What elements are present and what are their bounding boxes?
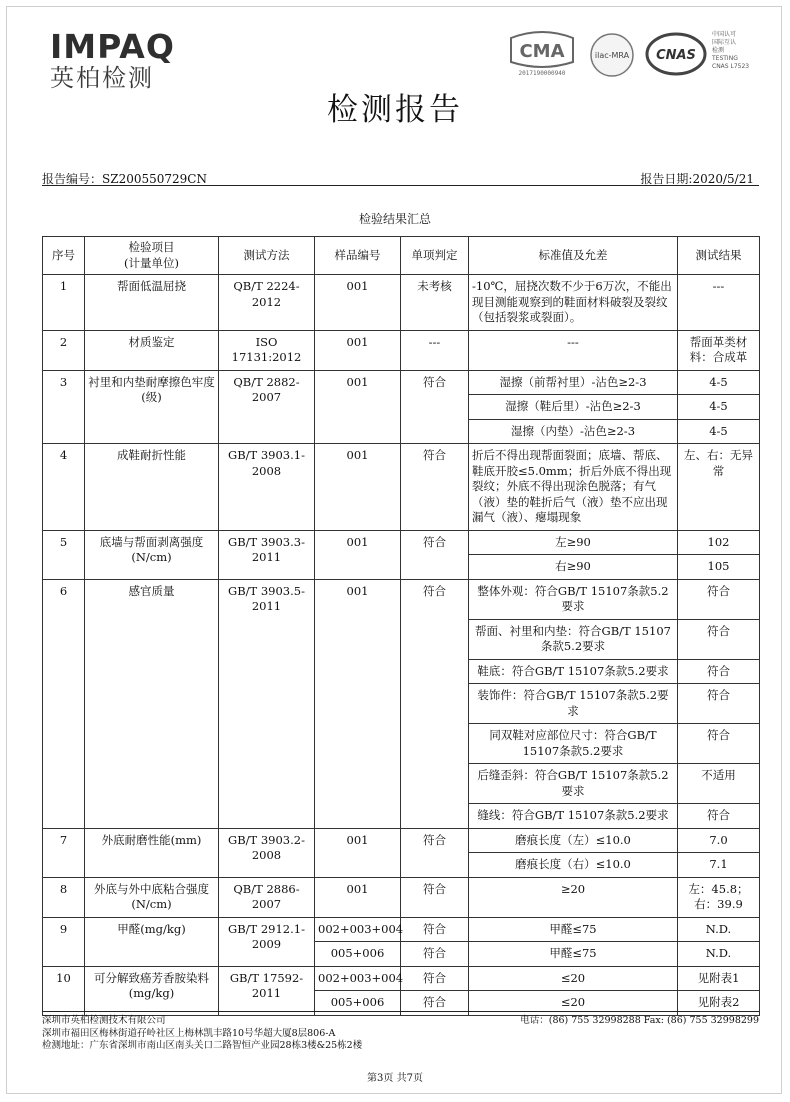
item-verdict: 符合 [401,579,469,828]
sample-id: 001 [315,330,401,370]
standard-value: 后缝歪斜：符合GB/T 15107条款5.2要求 [469,764,678,804]
test-result: 7.1 [678,853,760,878]
logo-wordmark: IMPAQ [50,27,175,66]
test-result: 105 [678,555,760,580]
test-result: 左、右：无异常 [678,444,760,531]
test-item: 外底与外中底粘合强度(N/cm) [85,877,219,917]
test-result: 见附表2 [678,991,760,1016]
svg-text:CMA: CMA [519,41,565,62]
logo-chinese-name: 英柏检测 [50,64,154,92]
row-number: 4 [43,444,85,531]
sample-id: 005+006 [315,991,401,1016]
standard-value: 左≥90 [469,530,678,555]
table-row [43,828,760,853]
test-method: QB/T 2886-2007 [219,877,315,917]
table-row [43,917,760,942]
test-result: 不适用 [678,764,760,804]
test-item: 材质鉴定 [85,330,219,370]
report-number-value: SZ200550729CN [102,172,207,186]
standard-value: ≤20 [469,966,678,991]
ilac-mra-seal [589,32,635,78]
cnas-caption-line: 中国认可 [712,31,737,38]
table-row [43,530,760,555]
sample-id: 001 [315,579,401,828]
item-verdict: --- [401,330,469,370]
row-number: 1 [43,275,85,331]
test-item: 甲醛(mg/kg) [85,917,219,966]
table-row [43,275,760,331]
test-result: 4-5 [678,370,760,395]
footer-lab-address: 检测地址：广东省深圳市南山区南头关口二路智恒产业园28栋3楼&25栋2楼 [42,1040,363,1051]
standard-value: -10℃，屈挠次数不少于6万次，不能出现目测能观察到的鞋面材料破裂及裂纹（包括裂浆或裂面）。 [469,275,678,331]
row-number: 2 [43,330,85,370]
test-method: ISO 17131:2012 [219,330,315,370]
test-method: GB/T 2912.1-2009 [219,917,315,966]
item-verdict: 符合 [401,966,469,991]
row-number: 3 [43,370,85,444]
footer-phone: 电话：(86) 755 32998288 Fax: (86) 755 32998299 [520,1015,759,1026]
standard-value: 折后不得出现帮面裂面；底墙、帮底、鞋底开胶≤5.0mm；折后外底不得出现裂纹；外底不得出现涂色脱落；有气（液）垫的鞋折后气（液）垫不应出现漏气（液）、瘪塌现象 [469,444,678,531]
test-result: 符合 [678,724,760,764]
col-header-item: 检验项目 (计量单位) [85,237,219,275]
standard-value: 帮面、衬里和内垫：符合GB/T 15107条款5.2要求 [469,619,678,659]
cnas-label: CNAS [656,48,696,63]
footer [42,1011,759,1053]
report-date-label: 报告日期: [640,172,693,186]
cnas-caption [712,31,749,71]
ilac-label: ilac-MRA [594,51,630,60]
test-method: GB/T 3903.3-2011 [219,530,315,579]
standard-value: ≥20 [469,877,678,917]
test-result: 4-5 [678,419,760,444]
test-result: 帮面革类材料：合成革 [678,330,760,370]
test-item: 可分解致癌芳香胺染料(mg/kg) [85,966,219,1015]
col-header-sample: 样品编号 [315,237,401,275]
test-item: 成鞋耐折性能 [85,444,219,531]
standard-value: 装饰件：符合GB/T 15107条款5.2要求 [469,684,678,724]
test-result: --- [678,275,760,331]
test-result: N.D. [678,917,760,942]
row-number: 6 [43,579,85,828]
test-method: GB/T 3903.1-2008 [219,444,315,531]
sample-id: 001 [315,370,401,444]
test-result: 符合 [678,804,760,829]
item-verdict: 符合 [401,370,469,444]
col-header-standard: 标准值及允差 [469,237,678,275]
test-item: 外底耐磨性能(mm) [85,828,219,877]
table-row [43,966,760,991]
table-row [43,370,760,395]
row-number: 10 [43,966,85,1015]
item-verdict: 符合 [401,877,469,917]
footer-address: 深圳市福田区梅林街道孖岭社区上梅林凯丰路10号华超大厦8层806-A [42,1027,336,1039]
standard-value: 同双鞋对应部位尺寸：符合GB/T 15107条款5.2要求 [469,724,678,764]
cma-number: 2017190000940 [518,70,566,77]
cnas-seal [645,32,707,76]
standard-value: 湿擦（鞋后里）-沾色≥2-3 [469,395,678,420]
table-row [43,330,760,370]
sample-id: 001 [315,530,401,579]
test-method: GB/T 17592-2011 [219,966,315,1015]
summary-title: 检验结果汇总 [358,212,431,226]
sample-id: 002+003+004 [315,966,401,991]
test-item: 感官质量 [85,579,219,828]
item-verdict: 未考核 [401,275,469,331]
test-result: 见附表1 [678,966,760,991]
sample-id: 001 [315,444,401,531]
item-verdict: 符合 [401,991,469,1016]
standard-value: 甲醛≤75 [469,942,678,967]
row-number: 5 [43,530,85,579]
standard-value: 磨痕长度（左）≤10.0 [469,828,678,853]
row-number: 9 [43,917,85,966]
standard-value: 鞋底：符合GB/T 15107条款5.2要求 [469,659,678,684]
test-method: QB/T 2224-2012 [219,275,315,331]
table-row [43,579,760,619]
page-number: 第3页 共7页 [367,1073,423,1084]
row-number: 8 [43,877,85,917]
test-method: GB/T 3903.2-2008 [219,828,315,877]
header-divider [42,185,759,186]
report-date-value: 2020/5/21 [692,172,754,186]
col-header-result: 测试结果 [678,237,760,275]
test-method: GB/T 3903.5-2011 [219,579,315,828]
standard-value: 甲醛≤75 [469,917,678,942]
item-verdict: 符合 [401,917,469,942]
sample-id: 005+006 [315,942,401,967]
test-result: 4-5 [678,395,760,420]
item-verdict: 符合 [401,828,469,877]
cnas-caption-line: 检测 [712,47,725,54]
footer-company: 深圳市英柏检测技术有限公司 [42,1015,166,1026]
sample-id: 001 [315,275,401,331]
accreditation-marks [505,28,755,84]
report-title: 检测报告 [327,92,463,128]
cnas-caption-line: TESTING [712,55,738,62]
test-result: 符合 [678,659,760,684]
row-number: 7 [43,828,85,877]
test-result: 7.0 [678,828,760,853]
standard-value: ≤20 [469,991,678,1016]
table-row [43,877,760,917]
item-verdict: 符合 [401,444,469,531]
test-item: 底墙与帮面剥离强度(N/cm) [85,530,219,579]
table-body [43,275,760,1016]
test-result: 左：45.8；右：39.9 [678,877,760,917]
col-header-method: 测试方法 [219,237,315,275]
item-verdict: 符合 [401,942,469,967]
standard-value: 缝线：符合GB/T 15107条款5.2要求 [469,804,678,829]
company-logo [50,27,175,92]
standard-value: --- [469,330,678,370]
cnas-caption-line: 国际互认 [712,39,737,46]
test-result: 符合 [678,579,760,619]
test-item: 帮面低温屈挠 [85,275,219,331]
test-result: 符合 [678,619,760,659]
standard-value: 湿擦（内垫）-沾色≥2-3 [469,419,678,444]
standard-value: 右≥90 [469,555,678,580]
sample-id: 002+003+004 [315,917,401,942]
item-verdict: 符合 [401,530,469,579]
sample-id: 001 [315,828,401,877]
test-result: 102 [678,530,760,555]
report-number-label: 报告编号： [42,172,103,186]
standard-value: 湿擦（前帮衬里）-沾色≥2-3 [469,370,678,395]
test-item: 衬里和内垫耐摩擦色牢度(级) [85,370,219,444]
test-result: 符合 [678,684,760,724]
table-header-row [43,237,760,275]
test-method: QB/T 2882-2007 [219,370,315,444]
col-header-no: 序号 [43,237,85,275]
table-row [43,444,760,531]
cnas-caption-line: CNAS L7523 [712,63,750,70]
col-header-verdict: 单项判定 [401,237,469,275]
sample-id: 001 [315,877,401,917]
standard-value: 整体外观：符合GB/T 15107条款5.2要求 [469,579,678,619]
test-result: N.D. [678,942,760,967]
standard-value: 磨痕长度（右）≤10.0 [469,853,678,878]
results-table [42,236,760,1016]
